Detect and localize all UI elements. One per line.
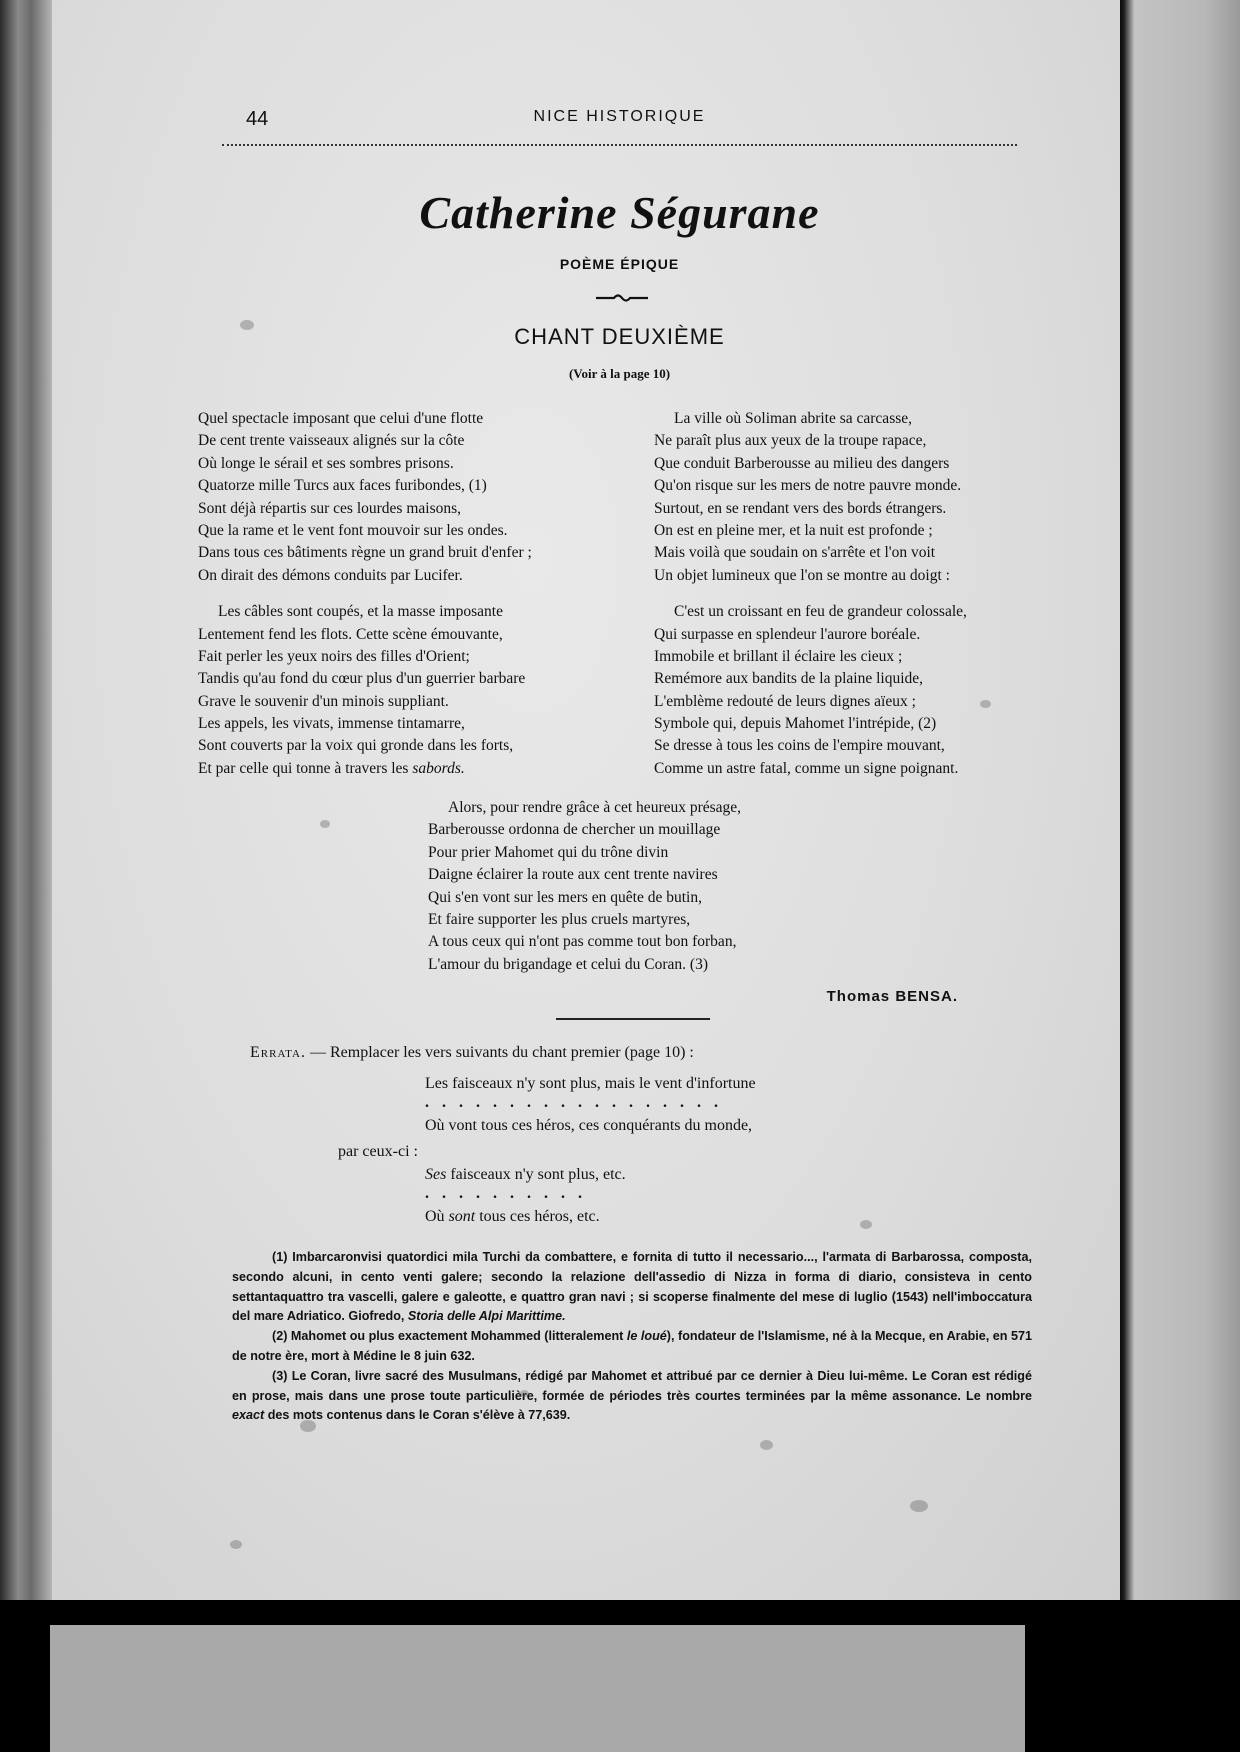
verse-line: Surtout, en se rendant vers des bords étrangers. — [654, 499, 947, 517]
verse-line: Daigne éclairer la route aux cent trente navires — [428, 866, 718, 884]
verse-line: Qu'on risque sur les mers de notre pauvre monde. — [654, 477, 962, 495]
verse-line: Comme un astre fatal, comme un signe poignant. — [654, 759, 959, 777]
verse-line: Alors, pour rendre grâce à cet heureux présage, — [448, 799, 742, 816]
verse-line: L'emblème redouté de leurs dignes aïeux ; — [654, 692, 916, 710]
verse-line: Remémore aux bandits de la plaine liquide, — [654, 670, 924, 688]
errata-line: Les faisceaux n'y sont plus, mais le vent d'infortune — [425, 1075, 756, 1092]
verse-line: Les appels, les vivats, immense tintamarre, — [198, 715, 465, 733]
paper-speck — [760, 1440, 773, 1450]
verse-line: Quel spectacle imposant que celui d'une flotte — [198, 410, 484, 427]
verse-line: Fait perler les yeux noirs des filles d'Orient; — [198, 647, 470, 665]
verse-line: Qui surpasse en splendeur l'aurore boréale. — [654, 625, 921, 643]
verse-line: De cent trente vaisseaux alignés sur la côte — [198, 432, 465, 450]
verse-line: Symbole qui, depuis Mahomet l'intrépide, (2) — [654, 715, 937, 733]
errata-intro: Errata. — Remplacer les vers suivants du chant premier (page 10) : — [250, 1044, 694, 1061]
poem-title: Catherine Ségurane — [419, 187, 820, 238]
page-reference: (Voir à la page 10) — [568, 366, 671, 381]
errata-label: Errata. — [250, 1044, 306, 1061]
footnote-1: (1) Imbarcaronvisi quatordici mila Turchi da combattere, e fornita di tutto il necessario..., l'armata di Barbarossa, composta, secondo alcuni, in cento venti galere; secondo la relazione dell'assedio di Nizza in forma di diario, consisteva in cento settantaquattro tra vascelli, galere e galeotte, e quattro gran navi ; si scoperse finalmente del mese di luglio (1543) nell'imboccatura del mare Adriatico. Giofredo, Storia delle Alpi Marittime. — [232, 1250, 1032, 1324]
verse-line: Mais voilà que soudain on s'arrête et l'on voit — [654, 544, 936, 562]
errata-ellipsis: .......... — [425, 1185, 595, 1202]
author-signature: Thomas BENSA. — [826, 988, 958, 1005]
verse-line: Et par celle qui tonne à travers les sabords. — [198, 759, 465, 777]
poem-final-stanza — [428, 797, 741, 976]
verse-line: Où longe le sérail et ses sombres prisons. — [198, 454, 454, 472]
verse-line: Barberousse ordonna de chercher un mouillage — [428, 821, 721, 839]
verse-line: Dans tous ces bâtiments règne un grand bruit d'enfer ; — [198, 544, 532, 562]
journal-title: NICE HISTORIQUE — [533, 108, 706, 125]
errata-ellipsis: .................. — [425, 1094, 731, 1111]
verse-line: Sont couverts par la voix qui gronde dans les forts, — [198, 737, 514, 755]
verse-line: Grave le souvenir d'un minois suppliant. — [198, 692, 449, 710]
verse-line: Tandis qu'au fond du cœur plus d'un guerrier barbare — [198, 670, 526, 688]
verse-line: Que conduit Barberousse au milieu des dangers — [654, 454, 950, 472]
paper-speck — [980, 700, 991, 708]
verse-line: Se dresse à tous les coins de l'empire mouvant, — [654, 737, 945, 755]
paper-speck — [520, 1390, 529, 1397]
verse-line: Ne paraît plus aux yeux de la troupe rapace, — [654, 432, 927, 450]
errata-line: Où sont tous ces héros, etc. — [425, 1208, 600, 1225]
verse-line: Sont déjà répartis sur ces lourdes maisons, — [198, 499, 462, 517]
verse-line: C'est un croissant en feu de grandeur colossale, — [674, 603, 967, 621]
section-rule — [556, 1018, 710, 1020]
chant-title: CHANT DEUXIÈME — [514, 324, 725, 349]
page-number: 44 — [246, 108, 269, 130]
footnotes — [232, 1248, 1032, 1426]
paper-speck — [910, 1500, 928, 1512]
poem-subtitle: POÈME ÉPIQUE — [559, 256, 680, 272]
verse-line: Pour prier Mahomet qui du trône divin — [428, 843, 669, 861]
poem-left-column — [198, 408, 532, 780]
verse-line: On dirait des démons conduits par Lucifer. — [198, 566, 463, 584]
running-header — [222, 104, 1017, 146]
paper-speck — [860, 1220, 872, 1229]
verse-line: Quatorze mille Turcs aux faces furibondes, (1) — [198, 477, 487, 495]
paper-speck — [300, 1420, 316, 1432]
verse-line: Et faire supporter les plus cruels martyres, — [428, 910, 691, 928]
errata-replacement-label: par ceux-ci : — [338, 1143, 418, 1160]
verse-line: Un objet lumineux que l'on se montre au doigt : — [654, 566, 950, 584]
paper-speck — [230, 1540, 242, 1549]
verse-line: La ville où Soliman abrite sa carcasse, — [674, 410, 913, 427]
verse-line: A tous ceux qui n'ont pas comme tout bon forban, — [428, 933, 737, 951]
poem-right-column — [654, 408, 967, 780]
verse-line: Immobile et brillant il éclaire les cieux ; — [654, 647, 903, 665]
verse-line: Les câbles sont coupés, et la masse imposante — [218, 603, 503, 621]
verse-line: L'amour du brigandage et celui du Coran. (3) — [428, 955, 708, 973]
paper-speck — [320, 820, 330, 828]
verse-line: Lentement fend les flots. Cette scène émouvante, — [198, 625, 503, 643]
footnote-3: (3) Le Coran, livre sacré des Musulmans, rédigé par Mahomet et attribué par ce dernier à Dieu lui-même. Le Coran est rédigé en prose, mais dans une prose toute particulière, formée de périodes très courtes terminées par la même assonance. Le nombre exact des mots contenus dans le Coran s'élève à 77,639. — [232, 1368, 1032, 1423]
scan-bed-strip — [50, 1625, 1025, 1752]
verse-line: On est en pleine mer, et la nuit est profonde ; — [654, 521, 933, 539]
ornament-divider-icon — [596, 290, 648, 304]
errata-line: Ses faisceaux n'y sont plus, etc. — [425, 1166, 626, 1183]
verse-line: Qui s'en vont sur les mers en quête de butin, — [428, 888, 702, 906]
paper-speck — [240, 320, 254, 330]
errata-line: Où vont tous ces héros, ces conquérants du monde, — [425, 1117, 753, 1134]
verse-line: Que la rame et le vent font mouvoir sur les ondes. — [198, 521, 508, 539]
footnote-2: (2) Mahomet ou plus exactement Mohammed (litteralement le loué), fondateur de l'Islamisme, né à la Mecque, en Arabie, en 571 de notre ère, mort à Médine le 8 juin 632. — [232, 1329, 1033, 1363]
